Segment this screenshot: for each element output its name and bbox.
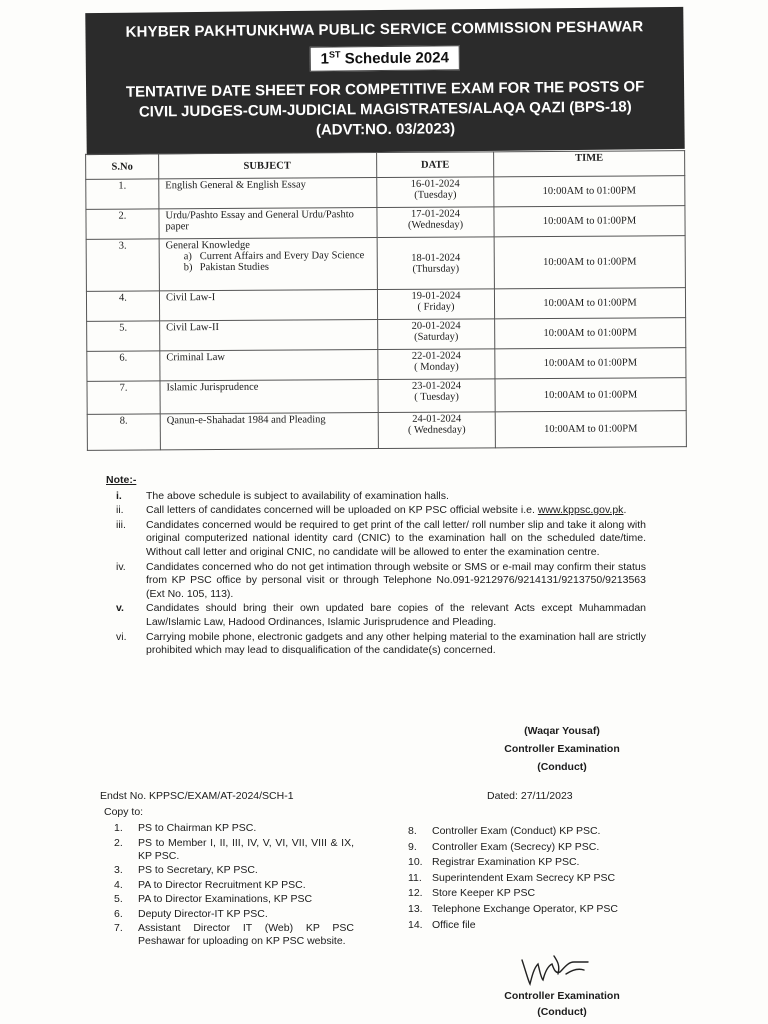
list-text: Registrar Examination KP PSC. xyxy=(432,856,580,869)
header-subject: SUBJECT xyxy=(159,153,377,179)
schedule-number: 1 xyxy=(320,50,330,68)
row-sno: 5. xyxy=(87,321,160,351)
note-number: vi. xyxy=(116,630,127,643)
row-sno: 6. xyxy=(87,351,160,381)
row-subject: Islamic Jurisprudence xyxy=(160,380,378,414)
list-text: Assistant Director IT (Web) KP PSC Peshawar for uploading on KP PSC website. xyxy=(138,922,354,947)
note-text: The above schedule is subject to availability of examination halls. xyxy=(146,489,449,502)
table-row xyxy=(86,288,685,322)
subject-main: General Knowledge xyxy=(165,239,250,252)
row-date xyxy=(378,349,495,380)
list-item xyxy=(408,824,648,840)
list-item xyxy=(408,918,648,934)
row-sno: 7. xyxy=(87,381,160,414)
list-item xyxy=(408,840,648,856)
row-time: 10:00AM to 01:00PM xyxy=(495,378,686,412)
note-number: v. xyxy=(116,602,124,615)
table-row xyxy=(86,176,685,210)
note-number: iv. xyxy=(116,560,126,573)
exam-date: 22-01-2024 xyxy=(411,350,461,362)
dated-label: Dated: 27/11/2023 xyxy=(487,790,573,802)
list-number: 7. xyxy=(114,922,123,934)
row-subject: English General & English Essay xyxy=(159,178,377,209)
schedule-text: Schedule 2024 xyxy=(340,49,449,68)
note-number: iii. xyxy=(116,518,126,531)
list-text: PS to Chairman KP PSC. xyxy=(138,822,257,834)
signatory-name: (Waqar Yousaf) xyxy=(524,725,600,737)
exam-day: ( Monday) xyxy=(414,361,459,373)
row-date xyxy=(378,319,495,350)
note-number: i. xyxy=(116,489,122,502)
list-number: 5. xyxy=(114,893,123,905)
copy-list-right xyxy=(408,824,648,933)
row-date xyxy=(377,237,494,290)
list-text: PS to Member I, II, III, IV, V, VI, VII, VIII & IX, KP PSC. xyxy=(138,836,354,862)
header-sno: S.No xyxy=(86,154,159,179)
row-date xyxy=(377,177,494,208)
handwritten-signature xyxy=(514,950,604,990)
row-time: 10:00AM to 01:00PM xyxy=(494,206,685,237)
list-item xyxy=(408,871,648,887)
row-time: 10:00AM to 01:00PM xyxy=(495,411,686,448)
schedule-label xyxy=(309,45,460,72)
list-item xyxy=(114,893,354,906)
exam-day: (Saturday) xyxy=(414,331,459,343)
sub-marker: a) xyxy=(183,251,192,263)
sub-marker: b) xyxy=(183,262,193,274)
list-item xyxy=(114,922,354,948)
row-time: 10:00AM to 01:00PM xyxy=(495,348,686,379)
row-subject: Civil Law-I xyxy=(159,290,377,321)
notes-section xyxy=(106,474,646,659)
list-number: 12. xyxy=(408,887,423,900)
list-item xyxy=(106,631,646,658)
header-time: TIME xyxy=(494,151,685,177)
row-sno: 3. xyxy=(86,239,159,291)
title-line-2: CIVIL JUDGES-CUM-JUDICIAL MAGISTRATES/ALAQA QAZI (BPS-18) xyxy=(138,98,632,121)
document-header xyxy=(85,7,684,155)
list-text: Superintendent Exam Secrecy KP PSC xyxy=(432,871,616,884)
note-number: ii. xyxy=(116,504,124,517)
notes-title: Note:- xyxy=(106,474,137,486)
list-item xyxy=(114,879,354,892)
website-link[interactable]: www.kppsc.gov.pk xyxy=(537,504,624,517)
list-text: Store Keeper KP PSC xyxy=(432,887,536,900)
exam-date: 16-01-2024 xyxy=(410,178,460,190)
list-text: Telephone Exchange Operator, KP PSC xyxy=(432,902,619,915)
list-text: Controller Exam (Secrecy) KP PSC. xyxy=(432,840,600,853)
list-number: 13. xyxy=(408,902,423,915)
row-subject: Criminal Law xyxy=(160,350,378,381)
row-subject: Civil Law-II xyxy=(160,320,378,351)
row-sno: 1. xyxy=(86,179,159,209)
table-row xyxy=(87,378,686,415)
list-text: PS to Secretary, KP PSC. xyxy=(138,864,258,876)
list-text: Controller Exam (Conduct) KP PSC. xyxy=(432,825,601,837)
list-item xyxy=(106,519,646,560)
row-subject: Qanun-e-Shahadat 1984 and Pleading xyxy=(160,413,378,450)
list-number: 14. xyxy=(408,918,423,931)
list-item xyxy=(114,864,354,877)
row-time: 10:00AM to 01:00PM xyxy=(494,176,685,207)
note-text: Candidates concerned would be required to get print of the call letter/ roll number slip and take it along with original computerized national identity card (CNIC) to the examination hall on the scheduled date/time. Without call letter and original CNIC, no candidate will be allowed to enter the examination centre. xyxy=(146,518,646,558)
row-sno: 4. xyxy=(86,291,159,321)
list-item xyxy=(183,261,376,274)
exam-date: 23-01-2024 xyxy=(411,380,462,392)
list-number: 4. xyxy=(114,878,123,891)
exam-day: ( Friday) xyxy=(417,301,455,313)
signatory-block-2 xyxy=(492,988,632,1020)
list-item xyxy=(408,886,648,902)
list-item xyxy=(114,837,354,863)
exam-day: (Tuesday) xyxy=(414,189,457,201)
title-line-1: TENTATIVE DATE SHEET FOR COMPETITIVE EXAM FOR THE POSTS OF xyxy=(125,78,645,101)
signatory-department: (Conduct) xyxy=(537,761,587,773)
list-text: Office file xyxy=(432,918,476,931)
row-sno: 8. xyxy=(87,414,160,450)
schedule-superscript: ST xyxy=(328,49,341,60)
exam-date: 18-01-2024 xyxy=(411,252,461,264)
table-row xyxy=(87,411,686,451)
list-number: 1. xyxy=(114,822,123,834)
row-sno: 2. xyxy=(86,209,159,239)
list-text: PA to Director Recruitment KP PSC. xyxy=(138,878,306,891)
exam-day: ( Wednesday) xyxy=(407,424,466,436)
list-number: 3. xyxy=(114,864,123,876)
list-item xyxy=(114,908,354,921)
note-text: Candidates concerned who do not get intimation through website or SMS or e-mail may confirm their status from KP PSC office by personal visit or through Telephone No.091-9212976/9214131/9213750/9213563 (Ext No. 105, 113). xyxy=(146,560,646,600)
note-text xyxy=(146,504,646,518)
list-number: 9. xyxy=(408,840,417,853)
list-text: PA to Director Examinations, KP PSC xyxy=(138,893,313,905)
signatory-designation: Controller Examination xyxy=(504,743,620,755)
signatory-designation: Controller Examination xyxy=(504,990,620,1002)
table-row xyxy=(87,348,686,382)
document-title xyxy=(86,77,685,143)
exam-day: (Thursday) xyxy=(412,263,460,275)
endorsement-number: Endst No. KPPSC/EXAM/AT-2024/SCH-1 xyxy=(100,790,294,802)
table-row xyxy=(86,236,685,292)
organization-name: KHYBER PAKHTUNKHWA PUBLIC SERVICE COMMISSION PESHAWAR xyxy=(125,18,644,41)
list-item xyxy=(114,822,354,835)
subject-sublist xyxy=(166,250,376,273)
exam-date: 19-01-2024 xyxy=(411,290,461,302)
list-item xyxy=(106,602,646,629)
list-number: 10. xyxy=(408,856,423,869)
row-subject: Urdu/Pashto Essay and General Urdu/Pashto paper xyxy=(159,208,377,239)
copy-list-left xyxy=(114,822,354,950)
copy-to-label: Copy to: xyxy=(104,806,144,818)
table-header-row xyxy=(86,151,685,180)
list-item xyxy=(106,504,646,518)
exam-date: 20-01-2024 xyxy=(411,320,461,332)
list-item xyxy=(408,902,648,918)
note-text-end: . xyxy=(623,504,627,517)
sub-subject: Pakistan Studies xyxy=(199,261,269,274)
list-text: Deputy Director-IT KP PSC. xyxy=(138,907,268,920)
note-text-body: Call letters of candidates concerned will be uploaded on KP PSC official website i.e. xyxy=(146,504,535,517)
list-number: 11. xyxy=(408,871,422,884)
table-row xyxy=(86,206,685,240)
exam-date: 17-01-2024 xyxy=(410,208,461,220)
exam-day: ( Tuesday) xyxy=(414,391,459,403)
row-date xyxy=(377,207,494,238)
date-sheet-table xyxy=(85,150,687,451)
row-date xyxy=(378,379,495,413)
sub-subject: Current Affairs and Every Day Science xyxy=(199,250,365,263)
row-subject xyxy=(159,238,377,291)
table-row xyxy=(87,318,686,352)
row-time: 10:00AM to 01:00PM xyxy=(495,318,686,349)
title-line-3: (ADVT:NO. 03/2023) xyxy=(315,120,456,139)
row-date xyxy=(378,412,495,449)
signatory-department: (Conduct) xyxy=(537,1006,587,1018)
exam-day: (Wednesday) xyxy=(407,219,464,231)
signatory-block xyxy=(478,722,646,776)
list-number: 6. xyxy=(114,907,123,920)
row-time: 10:00AM to 01:00PM xyxy=(494,236,685,289)
list-number: 8. xyxy=(408,825,417,837)
list-number: 2. xyxy=(114,836,123,849)
header-date: DATE xyxy=(377,152,494,178)
list-item xyxy=(183,250,376,263)
list-item xyxy=(106,561,646,602)
list-item xyxy=(106,490,646,504)
note-text: Candidates should bring their own updated bare copies of the relevant Acts except Muhammadan Law/Islamic Law, Hadood Ordinances, Islamic Jurisprudence and Pleading. xyxy=(146,602,646,628)
note-text: Carrying mobile phone, electronic gadgets and any other helping material to the examination hall are strictly prohibited which may lead to disqualification of the candidate(s) concerned. xyxy=(146,630,646,657)
exam-date: 24-01-2024 xyxy=(412,413,462,425)
row-date xyxy=(377,289,494,320)
row-time: 10:00AM to 01:00PM xyxy=(494,288,685,319)
list-item xyxy=(408,855,648,871)
